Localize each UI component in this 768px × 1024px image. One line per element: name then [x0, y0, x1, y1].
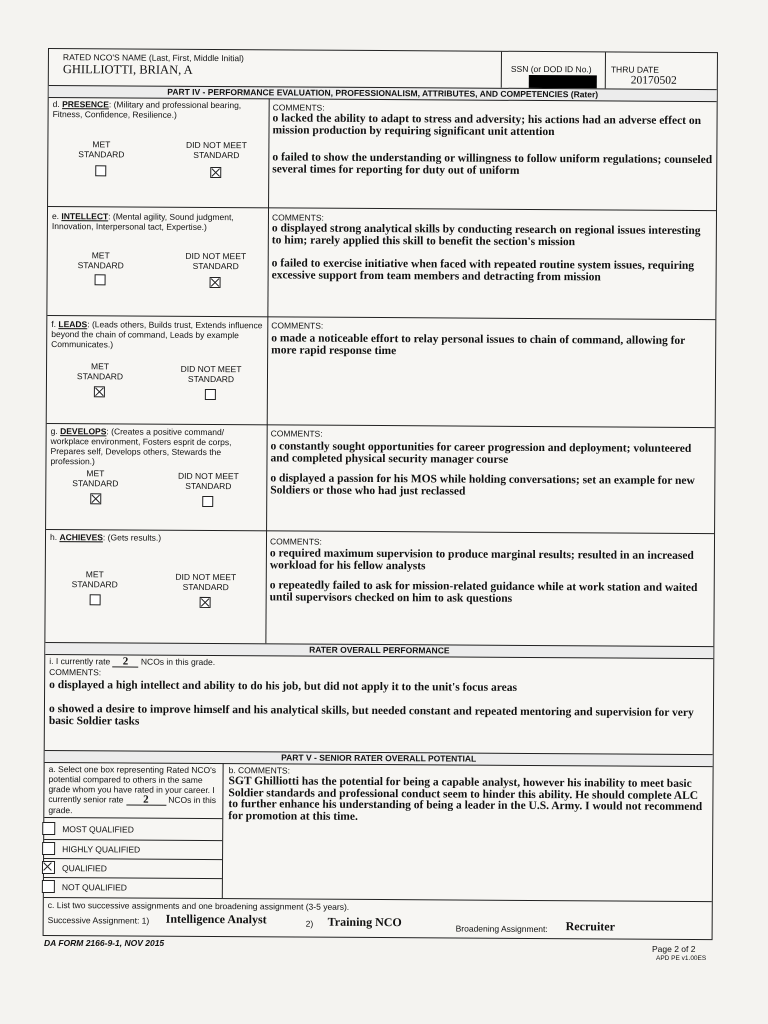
qualified-checkbox[interactable] — [42, 861, 55, 874]
senior-rate-value: 2 — [126, 795, 166, 805]
successive-assignment-2-label: 2) — [305, 918, 314, 929]
most-qualified-checkbox[interactable] — [42, 822, 55, 835]
presence-comment-1: o lacked the ability to adapt to stress and adversity; his actions had an adverse effect on mission production by requiring significant unit attention — [272, 112, 702, 138]
ssn-label: SSN (or DOD ID No.) — [510, 63, 592, 75]
evaluation-form — [43, 48, 718, 940]
name-label: RATED NCO'S NAME (Last, First, Middle Initial) — [62, 52, 244, 64]
leads-met-label: MET STANDARD — [76, 361, 124, 381]
rater-comment-1: o displayed a high intellect and ability to do his job, but did not apply it to the unit's focus areas — [49, 679, 518, 694]
leads-not-met-checkbox[interactable] — [205, 389, 216, 400]
page-number: Page 2 of 2 — [652, 944, 696, 954]
achieves-met-checkbox[interactable] — [90, 594, 101, 605]
part-iv-title: PART IV - PERFORMANCE EVALUATION, PROFESSIONALISM, ATTRIBUTES, AND COMPETENCIES (Rater) — [49, 85, 717, 102]
develops-comments-label: COMMENTS: — [270, 428, 323, 439]
achieves-met-label: MET STANDARD — [71, 569, 118, 589]
intellect-not-met-checkbox[interactable] — [210, 277, 221, 288]
broadening-assignment-label: Broadening Assignment: — [455, 923, 548, 935]
leads-comments-label: COMMENTS: — [271, 320, 324, 331]
rater-comment-2: o showed a desire to improve himself and his analytical skills, but needed constant and repeated mentoring and supervision for very basic Soldier tasks — [48, 703, 694, 728]
leads-comment-1: o made a noticeable effort to relay personal issues to chain of command, allowing for more rapid response time — [271, 332, 686, 357]
develops-met-checkbox[interactable] — [90, 493, 101, 504]
develops-comment-2: o displayed a passion for his MOS while holding conversations; set an example for new Soldiers or those who had just reclassed — [270, 472, 695, 498]
leads-heading: f. LEADS: (Leads others, Builds trust, Extends influence beyond the chain of command, Leads by example Communicates.) — [51, 319, 263, 350]
intellect-met-label: MET STANDARD — [77, 250, 124, 270]
form-version: APD PE v1.00ES — [656, 955, 707, 962]
successive-assignment-2: Training NCO — [327, 914, 402, 930]
not-qualified-checkbox[interactable] — [42, 880, 55, 893]
presence-met-checkbox[interactable] — [95, 165, 106, 176]
broadening-assignment: Recruiter — [565, 919, 615, 934]
leads-not-met-label: DID NOT MEET STANDARD — [180, 363, 242, 384]
presence-not-met-label: DID NOT MEET STANDARD — [185, 139, 247, 160]
rater-overall-title: RATER OVERALL PERFORMANCE — [45, 642, 713, 659]
highly-qualified-checkbox[interactable] — [42, 842, 55, 855]
successive-assignment-1: Intelligence Analyst — [165, 911, 267, 927]
successive-assignment-label: Successive Assignment: 1) — [47, 915, 150, 926]
intellect-not-met-label: DID NOT MEET STANDARD — [185, 250, 247, 271]
most-qualified-label: MOST QUALIFIED — [62, 824, 134, 835]
assignments-title: c. List two successive assignments and one broadening assignment (3-5 years). — [47, 900, 350, 912]
senior-rater-comments-label: b. COMMENTS: — [228, 765, 291, 776]
senior-rater-select-text: a. Select one box representing Rated NCO's potential compared to others in the same grade whom you have rated in your career. I currently senior rate 2 NCOs in this grade. — [48, 764, 217, 816]
name-value: GHILLIOTTI, BRIAN, A — [62, 62, 193, 77]
develops-heading: g. DEVELOPS: (Creates a positive command/ workplace environment, Fosters esprit de corps, Prepares self, Develops others, Stewards the profession.) — [50, 426, 232, 467]
rater-rate-line: i. I currently rate 2 NCOs in this grade. — [49, 655, 216, 668]
presence-comments-label: COMMENTS: — [272, 102, 325, 113]
presence-heading: d. PRESENCE: (Military and professional bearing, Fitness, Confidence, Resilience.) — [52, 99, 242, 120]
achieves-comments-label: COMMENTS: — [269, 536, 322, 547]
intellect-comments-label: COMMENTS: — [271, 212, 324, 223]
develops-not-met-checkbox[interactable] — [202, 496, 213, 507]
presence-not-met-checkbox[interactable] — [210, 167, 221, 178]
senior-rater-comments: SGT Ghilliotti has the potential for being a capable analyst, however his inability to meet basic Soldier standards and professional conduct seem to hinder this ability. He should complete ALC to further enhance his understanding of being a leader in the U.S. Army. I would not recommend for promotion at this time. — [228, 775, 703, 823]
rater-rate-value: 2 — [113, 656, 139, 667]
achieves-comment-1: o required maximum supervision to produce marginal results; resulted in an increased workload for his fellow analysts — [269, 547, 694, 572]
thru-date-value: 20170502 — [630, 74, 677, 87]
presence-comment-2: o failed to show the understanding or willingness to follow uniform regulations; counseled several times for reporting for duty out of uniform — [272, 151, 713, 177]
intellect-met-checkbox[interactable] — [95, 274, 106, 285]
achieves-comment-2: o repeatedly failed to ask for mission-related guidance while at work station and waited until supervisors checked on him to ask questions — [269, 579, 698, 605]
qualified-label: QUALIFIED — [61, 863, 107, 874]
intellect-heading: e. INTELLECT: (Mental agility, Sound judgment, Innovation, Interpersonal tact, Expertise.) — [51, 211, 234, 232]
achieves-heading: h. ACHIEVES: (Gets results.) — [49, 532, 162, 543]
develops-met-label: MET STANDARD — [72, 468, 119, 488]
not-qualified-label: NOT QUALIFIED — [61, 882, 127, 893]
intellect-comment-1: o displayed strong analytical skills by conducting research on regional issues interesting to him; rarely applied this skill to benefit the section's mission — [271, 222, 701, 248]
rater-comments-label: COMMENTS: — [49, 667, 102, 678]
develops-not-met-label: DID NOT MEET STANDARD — [177, 470, 239, 491]
intellect-comment-2: o failed to exercise initiative when faced with repeated routine system issues, requiring excessive support from team members and detracting from mission — [271, 257, 695, 283]
leads-met-checkbox[interactable] — [94, 386, 105, 397]
highly-qualified-label: HIGHLY QUALIFIED — [62, 844, 141, 855]
develops-comment-1: o constantly sought opportunities for career progression and deployment; volunteered and completed physical security manager course — [270, 440, 692, 466]
presence-met-label: MET STANDARD — [78, 139, 125, 159]
achieves-not-met-checkbox[interactable] — [200, 597, 211, 608]
achieves-not-met-label: DID NOT MEET STANDARD — [175, 571, 237, 592]
part-v-title: PART V - SENIOR RATER OVERALL POTENTIAL — [45, 750, 713, 767]
redaction-block — [529, 75, 597, 88]
form-id: DA FORM 2166-9-1, NOV 2015 — [44, 938, 165, 948]
thru-date-label: THRU DATE — [610, 64, 659, 75]
